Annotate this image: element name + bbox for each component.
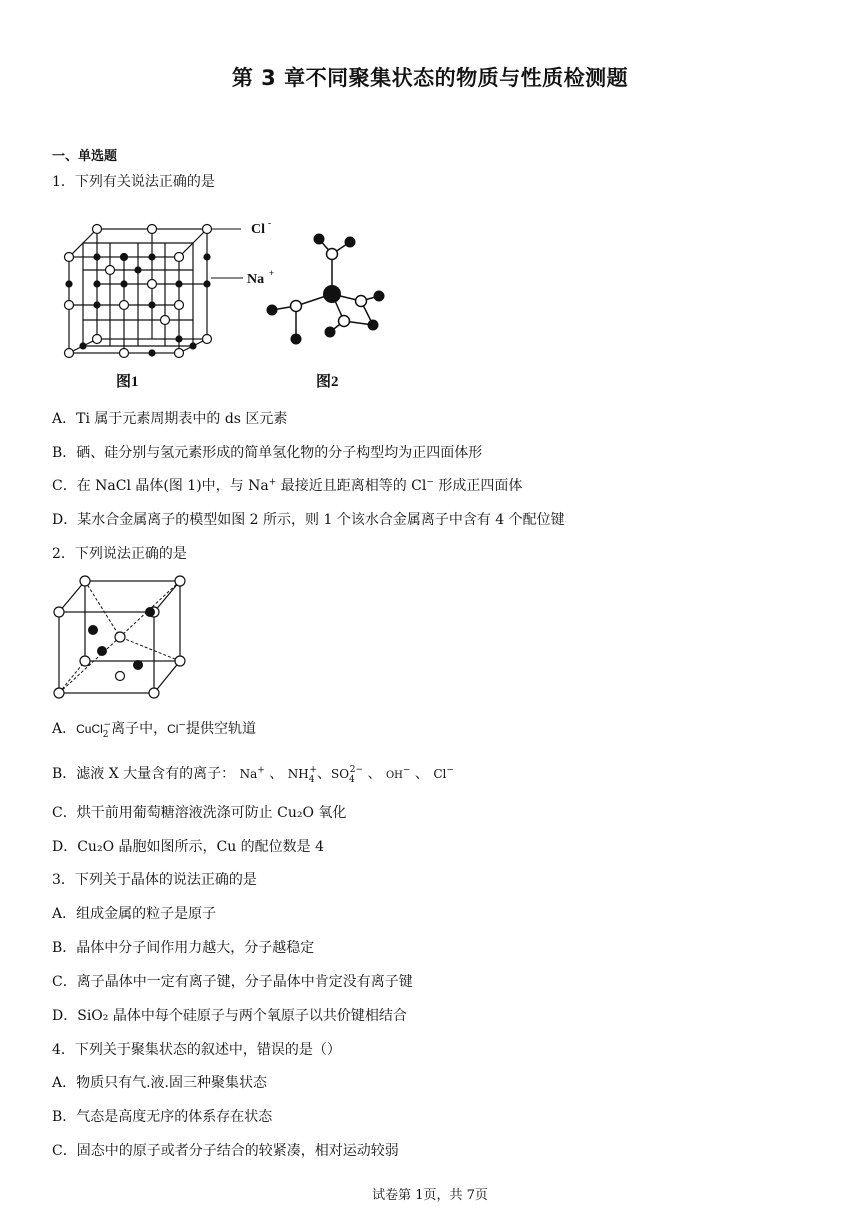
page-footer: 试卷第 1页，共 7页 [372, 1188, 488, 1203]
question-2-option-d: D．Cu₂O 晶胞如图所示，Cu 的配位数是 4 [52, 839, 325, 855]
question-3-option-a: A．组成金属的粒子是原子 [52, 906, 217, 922]
question-4-stem: 4．下列关于聚集状态的叙述中，错误的是（） [52, 1042, 341, 1058]
question-3-stem: 3．下列关于晶体的说法正确的是 [52, 872, 257, 888]
cl-label: Cl [251, 222, 265, 237]
question-3-option-d: D．SiO₂ 晶体中每个硅原子与两个氧原子以共价键相结合 [52, 1008, 407, 1024]
question-1-option-c: C．在 NaCl 晶体(图 1)中，与 Na+ 最接近且距离相等的 Cl− 形成正四面体 [52, 477, 523, 494]
na-charge: + [269, 268, 275, 278]
question-4-option-a: A．物质只有气.液.固三种聚集状态 [52, 1075, 268, 1091]
question-4-option-b: B．气态是高度无序的体系存在状态 [52, 1109, 273, 1125]
question-3-option-c: C．离子晶体中一定有离子键，分子晶体中肯定没有离子键 [52, 974, 413, 990]
section-heading: 一、单选题 [52, 149, 118, 164]
na-label: Na [247, 272, 265, 287]
page-title: 第 3 章不同聚集状态的物质与性质检测题 [231, 66, 629, 90]
figure-2-label: 图2 [316, 374, 339, 390]
question-1-option-b: B．硒、硅分别与氢元素形成的简单氢化物的分子构型均为正四面体形 [52, 445, 483, 461]
question-1-option-d: D．某水合金属离子的模型如图 2 所示，则 1 个该水合金属离子中含有 4 个配位键 [52, 512, 565, 528]
question-4-option-c: C．固态中的原子或者分子结合的较紧凑，相对运动较弱 [52, 1143, 399, 1159]
question-2-stem: 2．下列说法正确的是 [52, 546, 187, 562]
question-3-option-b: B．晶体中分子间作用力越大，分子越稳定 [52, 940, 315, 956]
figure-1-label: 图1 [116, 374, 139, 390]
cu2o-unit-cell-figure [53, 575, 193, 700]
question-1-option-a: A．Ti 属于元素周期表中的 ds 区元素 [52, 411, 288, 427]
question-2-option-b: B．滤液 X 大量含有的离子： Na+ 、 $NH_4^+$、$SO_4^{2-}$ 、 OH− 、 Cl− [52, 765, 454, 785]
question-2-option-c: C．烘干前用葡萄糖溶液洗涤可防止 Cu₂O 氧化 [52, 805, 347, 821]
hydrated-ion-figure [258, 228, 398, 353]
question-1-stem: 1．下列有关说法正确的是 [52, 174, 215, 190]
cl-charge: - [268, 218, 271, 228]
question-2-option-a: A．CuCl$_2$−离子中，Cl−提供空轨道 [52, 720, 256, 740]
